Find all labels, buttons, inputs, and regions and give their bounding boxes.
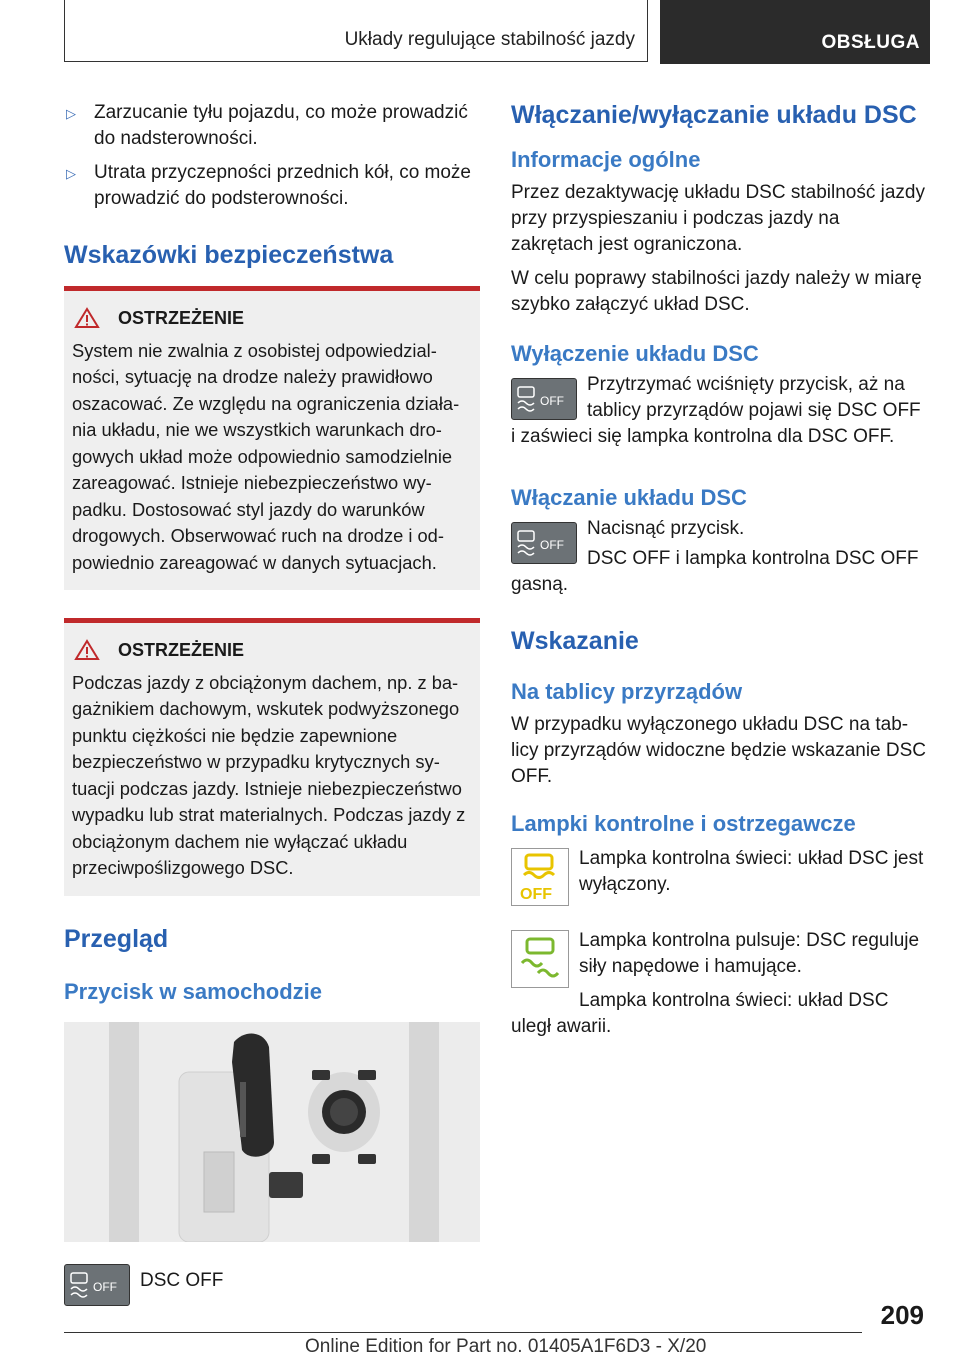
svg-text:OFF: OFF — [540, 538, 564, 552]
warning-box — [64, 618, 480, 896]
general-heading: Informacje ogólne — [511, 147, 701, 172]
dsc-off-lamp-icon — [511, 848, 569, 906]
dsc-off-button-icon — [64, 1264, 130, 1306]
warning-text: System nie zwalnia z osobistej odpowiedzialności, sytuację na drodze należy prawidłowo oszacować. Ze względu na ograniczenia działania układu, nie we wszystkich warunkach drogowych układ może odpowiednio samodzielnie zareagować. Istnieje niebezpieczeństwo wypadku. Dostosować styl jazdy do warunków drogowych. Obserwować ruch na drodze i odpowiednio zareagować w danych sytuacjach. — [72, 339, 460, 573]
center-console-photo — [64, 1022, 480, 1242]
button-legend — [64, 1260, 480, 1310]
general-paragraph-2: W celu poprawy stabilności jazdy należy w miarę szybko załączyć układ DSC. — [511, 268, 922, 315]
lamp2-text-2: Lampka kontrolna świeci: układ DSC uległ awarii. — [511, 990, 889, 1037]
list-item — [64, 160, 480, 212]
page-header — [64, 0, 930, 64]
safety-heading: Wskazówki bezpieczeństwa — [64, 241, 394, 269]
warning-title — [72, 305, 472, 332]
list-item-text: Zarzucanie tyłu pojazdu, co może prowadzić do nadsterowności. — [94, 102, 468, 149]
cluster-heading: Na tablicy przyrządów — [511, 679, 743, 704]
off-text: Przytrzymać wciśnięty przycisk, aż na tablicy przyrządów pojawi się DSC OFF i zaświeci się lampka kontrolna dla DSC OFF. — [511, 374, 921, 447]
on-text-1: Nacisnąć przycisk. — [587, 518, 745, 539]
warning-title-text: OSTRZEŻENIE — [118, 640, 245, 660]
off-block — [511, 372, 927, 450]
left-column — [64, 100, 480, 1310]
off-heading: Wyłączenie układu DSC — [511, 341, 759, 366]
dsc-active-lamp-icon — [511, 930, 569, 988]
chapter-title: Układy regulujące stabilność jazdy — [344, 29, 635, 50]
list-item-text: Utrata przyczepności przednich kół, co może prowadzić do podsterowności. — [94, 162, 471, 209]
warning-triangle-icon — [74, 639, 100, 661]
lamp2-text-1: Lampka kontrolna pulsuje: DSC reguluje siły napędowe i hamujące. — [579, 930, 920, 977]
right-column — [511, 100, 927, 1040]
edition-footer: Online Edition for Part no. 01405A1F6D3 - X/20 — [305, 1336, 707, 1357]
on-text-2: DSC OFF i lampka kontrolna DSC OFF gasną. — [511, 548, 919, 595]
button-caption: DSC OFF — [140, 1269, 224, 1291]
svg-text:OFF: OFF — [93, 1279, 117, 1294]
dsc-off-button-icon — [511, 378, 577, 420]
center-console-illustration — [64, 1022, 480, 1242]
lamps-heading: Lampki kontrolne i ostrzegawcze — [511, 811, 856, 836]
button-heading: Przycisk w samochodzie — [64, 978, 322, 1004]
overview-heading: Przegląd — [64, 924, 169, 953]
on-heading: Włączanie układu DSC — [511, 485, 747, 510]
section-tab-label: OBSŁUGA — [821, 32, 920, 53]
footer-divider — [64, 1332, 862, 1333]
on-block — [511, 516, 927, 598]
cluster-text: W przypadku wyłączonego układu DSC na tablicy przyrządów widoczne będzie wskazanie DSC OFF. — [511, 714, 927, 787]
lamp2-block — [511, 928, 927, 1040]
svg-text:OFF: OFF — [520, 886, 552, 903]
triangle-bullet-icon: ▷ — [66, 106, 76, 121]
triangle-bullet-icon: ▷ — [66, 166, 76, 181]
list-item — [64, 100, 480, 152]
page-number: 209 — [880, 1300, 924, 1330]
display-heading: Wskazanie — [511, 627, 639, 655]
warning-box — [64, 286, 480, 590]
warning-title-text: OSTRZEŻENIE — [118, 308, 245, 328]
general-paragraph-1: Przez dezaktywację układu DSC stabilność jazdy przy przyspieszaniu i podczas jazdy na zakrętach jest ograniczona. — [511, 182, 925, 255]
section-tab — [660, 0, 930, 64]
svg-text:OFF: OFF — [540, 394, 564, 408]
warning-text: Podczas jazdy z obciążonym dachem, np. z bagażnikiem dachowym, wskutek podwyższonego punktu ciężkości nie będzie zapewnione bezpieczeństwo w przypadku krytycznych sytuacji podczas jazdy. Istnieje niebezpieczeństwo wypadku lub strat materialnych. Podczas jazdy z obciążonym dachem nie wyłączać układu przeciwpoślizgowego DSC. — [72, 671, 466, 878]
warning-triangle-icon — [74, 307, 100, 329]
warning-title — [72, 637, 472, 664]
lamp1-text: Lampka kontrolna świeci: układ DSC jest wyłączony. — [579, 848, 924, 895]
main-heading: Włączanie/wyłączanie układu DSC — [511, 101, 917, 129]
dsc-off-button-icon — [511, 522, 577, 564]
lamp1-block — [511, 846, 927, 910]
chapter-title-box — [64, 0, 648, 62]
